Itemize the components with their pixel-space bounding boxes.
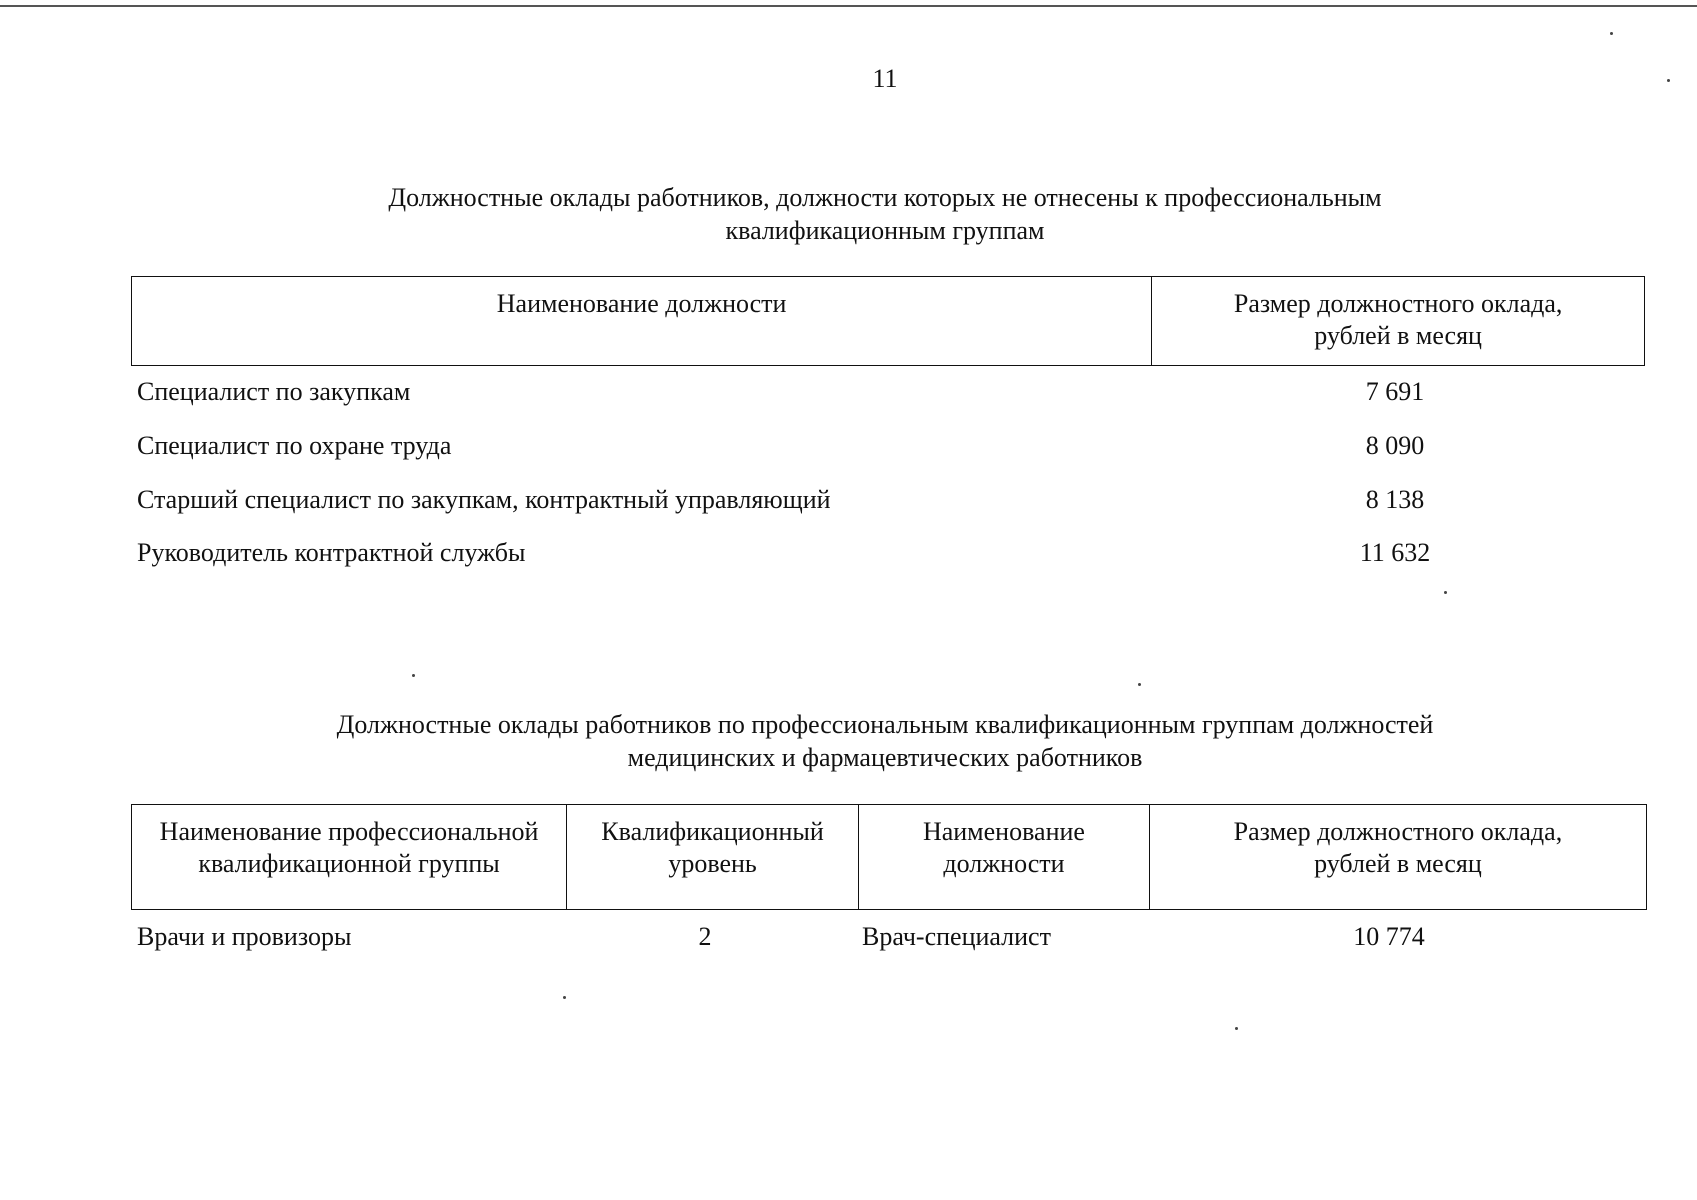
column-header-label: Размер должностного оклада, bbox=[1233, 817, 1563, 846]
salary-value: 10 774 bbox=[1353, 922, 1425, 951]
salary-value: 8 090 bbox=[1365, 431, 1425, 460]
medical-salary-table-header bbox=[131, 804, 1647, 910]
column-header-salary bbox=[1149, 805, 1646, 910]
salary-value: 7 691 bbox=[1365, 377, 1425, 406]
salary-table-header bbox=[131, 276, 1645, 366]
salary-value: 8 138 bbox=[1365, 485, 1425, 514]
section-title-line: медицинских и фармацевтических работников bbox=[627, 743, 1143, 772]
column-header-position bbox=[859, 805, 1150, 910]
position-name: Врач-специалист bbox=[862, 922, 1051, 951]
section-title-medical bbox=[0, 708, 1697, 774]
section-title-line: Должностные оклады работников, должности которых не отнесены к профессиональным bbox=[388, 183, 1382, 212]
position-name: Старший специалист по закупкам, контрактный управляющий bbox=[137, 485, 831, 514]
column-header-qualification-level bbox=[567, 805, 859, 910]
scan-speck bbox=[1235, 1027, 1238, 1030]
column-header-position bbox=[132, 277, 1152, 366]
column-header-label: квалификационной группы bbox=[198, 849, 500, 878]
position-name: Специалист по закупкам bbox=[137, 377, 411, 406]
position-name: Руководитель контрактной службы bbox=[137, 538, 526, 567]
scan-speck bbox=[412, 674, 415, 677]
scan-speck bbox=[563, 996, 566, 999]
position-name: Специалист по охране труда bbox=[137, 431, 452, 460]
scan-speck bbox=[1610, 32, 1613, 35]
salary-value: 11 632 bbox=[1359, 538, 1431, 567]
section-title-line: квалификационным группам bbox=[725, 216, 1045, 245]
column-header-salary bbox=[1152, 277, 1645, 366]
scan-speck bbox=[1667, 79, 1670, 82]
column-header-label: рублей в месяц bbox=[1314, 849, 1482, 878]
column-header-label: уровень bbox=[668, 849, 757, 878]
scan-speck bbox=[1138, 683, 1141, 686]
qualification-level: 2 bbox=[698, 922, 712, 951]
column-header-label: Квалификационный bbox=[601, 817, 824, 846]
column-header-label: Наименование профессиональной bbox=[159, 817, 539, 846]
section-title-non-qualification bbox=[0, 181, 1697, 247]
column-header-label: Наименование должности bbox=[496, 289, 787, 318]
top-scan-rule bbox=[0, 5, 1697, 7]
column-header-label: рублей в месяц bbox=[1314, 321, 1482, 350]
column-header-label: должности bbox=[943, 849, 1065, 878]
column-header-qualification-group bbox=[132, 805, 567, 910]
qualification-group-name: Врачи и провизоры bbox=[137, 922, 352, 951]
column-header-label: Наименование bbox=[922, 817, 1085, 846]
page-number: 11 bbox=[872, 64, 898, 93]
column-header-label: Размер должностного оклада, bbox=[1233, 289, 1563, 318]
section-title-line: Должностные оклады работников по профессиональным квалификационным группам должностей bbox=[336, 710, 1434, 739]
scan-speck bbox=[1444, 591, 1447, 594]
